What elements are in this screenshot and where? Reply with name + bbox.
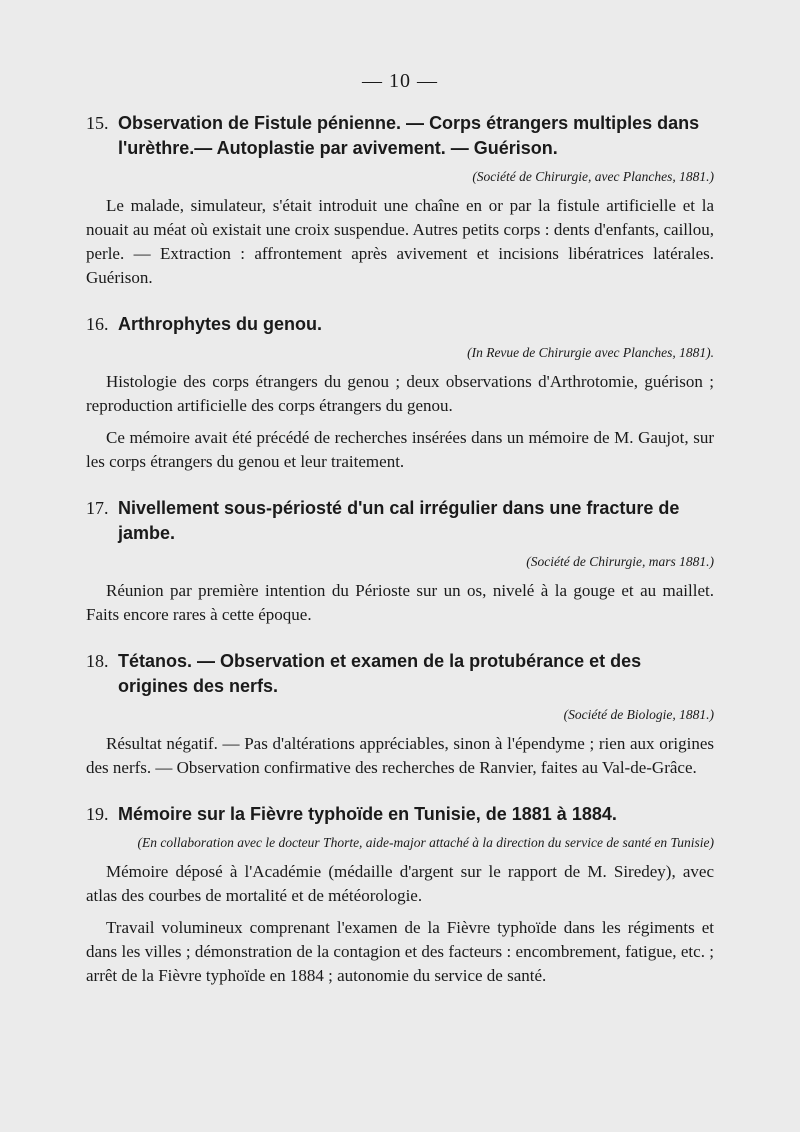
entry-heading bbox=[86, 312, 714, 337]
entry-number: 19. bbox=[86, 804, 109, 824]
page-number: — 10 — bbox=[362, 70, 438, 92]
entry-paragraph: Le malade, simulateur, s'était introduit une chaîne en or par la fistule artificielle et la nouait au méat où existait une croix suspendue. Autres petits corps : dents d'enfants, caillou, perle. — Extraction : affrontement après avivement et incisions libératrices latérales. Guérison. bbox=[86, 196, 714, 287]
entry-source: (En collaboration avec le docteur Thorte, aide-major attaché à la direction du service de santé en Tunisie) bbox=[137, 835, 714, 850]
entry-15 bbox=[86, 111, 714, 290]
entry-19 bbox=[86, 802, 714, 988]
entry-paragraph: Résultat négatif. — Pas d'altérations appréciables, sinon à l'épendyme ; rien aux origines des nerfs. — Observation confirmative des recherches de Ranvier, faites au Val-de-Grâce. bbox=[86, 734, 714, 777]
entry-paragraph: Histologie des corps étrangers du genou ; deux observations d'Arthrotomie, guérison ; reproduction artificielle des corps étrangers du genou. bbox=[86, 372, 714, 415]
entry-title: Observation de Fistule pénienne. — Corps étrangers multiples dans l'urèthre.— Autoplastie par avivement. — Guérison. bbox=[118, 113, 700, 158]
entry-heading bbox=[86, 649, 714, 699]
entry-number: 18. bbox=[86, 651, 109, 671]
entry-16 bbox=[86, 312, 714, 474]
entry-title: Nivellement sous-périosté d'un cal irrégulier dans une fracture de jambe. bbox=[118, 498, 680, 543]
entry-title: Mémoire sur la Fièvre typhoïde en Tunisie, de 1881 à 1884. bbox=[118, 804, 617, 824]
entry-paragraph: Travail volumineux comprenant l'examen de la Fièvre typhoïde dans les régiments et dans les villes ; démonstration de la contagion et des facteurs : encombrement, fatigue, etc. ; arrêt de la Fièvre typhoïde en 1884 ; autonomie du service de santé. bbox=[86, 918, 714, 985]
entry-heading bbox=[86, 111, 714, 161]
entry-number: 17. bbox=[86, 498, 109, 518]
entry-heading bbox=[86, 802, 714, 827]
entry-source: (Société de Chirurgie, avec Planches, 1881.) bbox=[472, 169, 714, 184]
entry-source: (Société de Chirurgie, mars 1881.) bbox=[526, 554, 714, 569]
entry-number: 15. bbox=[86, 113, 109, 133]
entry-heading bbox=[86, 496, 714, 546]
entry-title: Tétanos. — Observation et examen de la protubérance et des origines des nerfs. bbox=[118, 651, 642, 696]
entry-number: 16. bbox=[86, 314, 109, 334]
entry-title: Arthrophytes du genou. bbox=[118, 314, 322, 334]
entry-paragraph: Mémoire déposé à l'Académie (médaille d'argent sur le rapport de M. Siredey), avec atlas des courbes de mortalité et de météorologie. bbox=[86, 862, 714, 905]
entry-18 bbox=[86, 649, 714, 780]
entry-paragraph: Réunion par première intention du Périoste sur un os, nivelé à la gouge et au maillet. Faits encore rares à cette époque. bbox=[86, 581, 714, 624]
entry-source: (Société de Biologie, 1881.) bbox=[563, 707, 714, 722]
entry-source: (In Revue de Chirurgie avec Planches, 1881). bbox=[467, 345, 714, 360]
entry-17 bbox=[86, 496, 714, 627]
entry-paragraph: Ce mémoire avait été précédé de recherches insérées dans un mémoire de M. Gaujot, sur les corps étrangers du genou et leur traitement. bbox=[86, 428, 714, 471]
